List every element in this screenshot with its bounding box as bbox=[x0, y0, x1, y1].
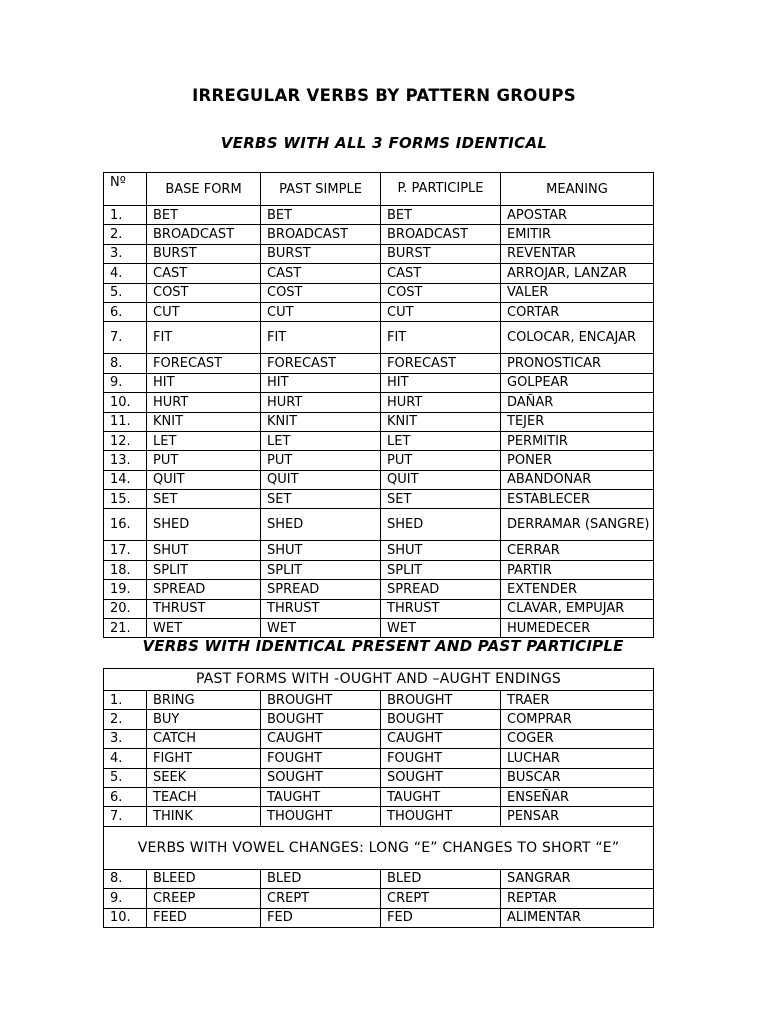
verb-meaning: HUMEDECER bbox=[501, 619, 654, 638]
verb-past-simple: FOUGHT bbox=[261, 749, 381, 768]
verb-number: 3. bbox=[104, 244, 147, 263]
verb-meaning: TRAER bbox=[501, 691, 654, 710]
verb-past-participle: HIT bbox=[381, 373, 501, 392]
table-row bbox=[104, 225, 654, 244]
verb-meaning: PERMITIR bbox=[501, 431, 654, 450]
verb-base-form: BROADCAST bbox=[147, 225, 261, 244]
verb-meaning: ENSEÑAR bbox=[501, 787, 654, 806]
verb-meaning: SANGRAR bbox=[501, 869, 654, 888]
verb-past-simple: BROADCAST bbox=[261, 225, 381, 244]
verb-past-simple: LET bbox=[261, 431, 381, 450]
verb-past-simple: PUT bbox=[261, 451, 381, 470]
verb-number: 1. bbox=[104, 691, 147, 710]
verb-past-participle: HURT bbox=[381, 393, 501, 412]
group-heading: VERBS WITH VOWEL CHANGES: LONG “E” CHANGES TO SHORT “E” bbox=[104, 826, 654, 869]
table-row bbox=[104, 908, 654, 927]
verb-past-simple: SOUGHT bbox=[261, 768, 381, 787]
table-row bbox=[104, 768, 654, 787]
verb-past-simple: BLED bbox=[261, 869, 381, 888]
table-row bbox=[104, 560, 654, 579]
column-header-past-simple: PAST SIMPLE bbox=[261, 173, 381, 206]
identical-participle-table bbox=[103, 668, 654, 928]
table-row bbox=[104, 283, 654, 302]
verb-past-participle: SET bbox=[381, 490, 501, 509]
verb-past-participle: KNIT bbox=[381, 412, 501, 431]
verb-meaning: ARROJAR, LANZAR bbox=[501, 264, 654, 283]
column-header-past-participle: P. PARTICIPLE bbox=[381, 173, 501, 206]
verb-past-participle: BROADCAST bbox=[381, 225, 501, 244]
verb-base-form: LET bbox=[147, 431, 261, 450]
verb-number: 13. bbox=[104, 451, 147, 470]
verb-meaning: EMITIR bbox=[501, 225, 654, 244]
verb-number: 7. bbox=[104, 322, 147, 354]
table-row bbox=[104, 206, 654, 225]
verb-past-participle: PUT bbox=[381, 451, 501, 470]
verb-past-simple: SHED bbox=[261, 509, 381, 541]
table-row bbox=[104, 889, 654, 908]
table-row bbox=[104, 412, 654, 431]
verb-past-simple: SHUT bbox=[261, 541, 381, 560]
verb-base-form: KNIT bbox=[147, 412, 261, 431]
verb-past-participle: FED bbox=[381, 908, 501, 927]
table-row bbox=[104, 541, 654, 560]
verb-meaning: ALIMENTAR bbox=[501, 908, 654, 927]
verb-past-participle: CUT bbox=[381, 302, 501, 321]
verb-meaning: DERRAMAR (SANGRE) bbox=[501, 509, 654, 541]
verb-base-form: CUT bbox=[147, 302, 261, 321]
verb-number: 15. bbox=[104, 490, 147, 509]
verb-past-participle: BOUGHT bbox=[381, 710, 501, 729]
verb-meaning: COGER bbox=[501, 729, 654, 748]
verb-number: 14. bbox=[104, 470, 147, 489]
table-row bbox=[104, 302, 654, 321]
verb-past-simple: CREPT bbox=[261, 889, 381, 908]
verb-past-participle: QUIT bbox=[381, 470, 501, 489]
column-header-number: Nº bbox=[104, 173, 147, 206]
verb-past-simple: BROUGHT bbox=[261, 691, 381, 710]
table-row bbox=[104, 354, 654, 373]
verb-number: 16. bbox=[104, 509, 147, 541]
table-row bbox=[104, 869, 654, 888]
verb-past-participle: TAUGHT bbox=[381, 787, 501, 806]
table-row bbox=[104, 807, 654, 826]
verb-number: 6. bbox=[104, 302, 147, 321]
verb-base-form: BLEED bbox=[147, 869, 261, 888]
verb-past-participle: THRUST bbox=[381, 599, 501, 618]
verb-number: 21. bbox=[104, 619, 147, 638]
verb-past-participle: BLED bbox=[381, 869, 501, 888]
verb-past-participle: CAUGHT bbox=[381, 729, 501, 748]
verb-meaning: APOSTAR bbox=[501, 206, 654, 225]
verb-past-simple: THOUGHT bbox=[261, 807, 381, 826]
table-row bbox=[104, 749, 654, 768]
table-row bbox=[104, 373, 654, 392]
group-heading-row bbox=[104, 669, 654, 691]
verb-meaning: EXTENDER bbox=[501, 580, 654, 599]
verb-past-simple: HURT bbox=[261, 393, 381, 412]
verb-past-simple: SPREAD bbox=[261, 580, 381, 599]
table-row bbox=[104, 580, 654, 599]
verb-base-form: FIGHT bbox=[147, 749, 261, 768]
verb-base-form: FORECAST bbox=[147, 354, 261, 373]
verb-number: 8. bbox=[104, 869, 147, 888]
verb-number: 2. bbox=[104, 710, 147, 729]
verb-number: 19. bbox=[104, 580, 147, 599]
verb-base-form: BURST bbox=[147, 244, 261, 263]
table-row bbox=[104, 490, 654, 509]
verb-past-simple: CAST bbox=[261, 264, 381, 283]
verb-past-simple: THRUST bbox=[261, 599, 381, 618]
verb-base-form: CATCH bbox=[147, 729, 261, 748]
verb-meaning: PONER bbox=[501, 451, 654, 470]
table-row bbox=[104, 264, 654, 283]
verb-meaning: ESTABLECER bbox=[501, 490, 654, 509]
verb-base-form: PUT bbox=[147, 451, 261, 470]
verb-base-form: COST bbox=[147, 283, 261, 302]
verb-number: 4. bbox=[104, 264, 147, 283]
verb-base-form: CREEP bbox=[147, 889, 261, 908]
table-row bbox=[104, 509, 654, 541]
verb-base-form: SHED bbox=[147, 509, 261, 541]
table-row bbox=[104, 322, 654, 354]
verb-meaning: ABANDONAR bbox=[501, 470, 654, 489]
verb-past-participle: FIT bbox=[381, 322, 501, 354]
verb-past-participle: SHUT bbox=[381, 541, 501, 560]
verb-base-form: CAST bbox=[147, 264, 261, 283]
verb-past-simple: FORECAST bbox=[261, 354, 381, 373]
verb-base-form: SET bbox=[147, 490, 261, 509]
table-row bbox=[104, 393, 654, 412]
verb-past-simple: HIT bbox=[261, 373, 381, 392]
section1-heading: VERBS WITH ALL 3 FORMS IDENTICAL bbox=[220, 134, 548, 152]
table-row bbox=[104, 470, 654, 489]
page-title: IRREGULAR VERBS BY PATTERN GROUPS bbox=[192, 86, 576, 105]
table-row bbox=[104, 451, 654, 470]
section2-heading: VERBS WITH IDENTICAL PRESENT AND PAST PARTICIPLE bbox=[142, 637, 624, 655]
verb-base-form: FEED bbox=[147, 908, 261, 927]
verb-past-simple: SET bbox=[261, 490, 381, 509]
verb-number: 20. bbox=[104, 599, 147, 618]
verb-meaning: COLOCAR, ENCAJAR bbox=[501, 322, 654, 354]
verb-past-simple: FED bbox=[261, 908, 381, 927]
verb-meaning: CLAVAR, EMPUJAR bbox=[501, 599, 654, 618]
verb-past-participle: BURST bbox=[381, 244, 501, 263]
verb-base-form: FIT bbox=[147, 322, 261, 354]
verb-number: 18. bbox=[104, 560, 147, 579]
verb-past-simple: QUIT bbox=[261, 470, 381, 489]
verb-past-simple: COST bbox=[261, 283, 381, 302]
verb-past-participle: LET bbox=[381, 431, 501, 450]
verb-base-form: BUY bbox=[147, 710, 261, 729]
table-row bbox=[104, 244, 654, 263]
verb-meaning: CERRAR bbox=[501, 541, 654, 560]
verb-number: 10. bbox=[104, 908, 147, 927]
verb-base-form: QUIT bbox=[147, 470, 261, 489]
verb-base-form: TEACH bbox=[147, 787, 261, 806]
verb-meaning: PARTIR bbox=[501, 560, 654, 579]
verb-past-simple: TAUGHT bbox=[261, 787, 381, 806]
verb-number: 6. bbox=[104, 787, 147, 806]
verb-meaning: CORTAR bbox=[501, 302, 654, 321]
verb-number: 5. bbox=[104, 768, 147, 787]
verb-base-form: BET bbox=[147, 206, 261, 225]
verb-past-participle: COST bbox=[381, 283, 501, 302]
verb-past-participle: SHED bbox=[381, 509, 501, 541]
verb-number: 17. bbox=[104, 541, 147, 560]
verb-past-simple: KNIT bbox=[261, 412, 381, 431]
verb-meaning: PENSAR bbox=[501, 807, 654, 826]
verb-number: 9. bbox=[104, 373, 147, 392]
verb-past-participle: SOUGHT bbox=[381, 768, 501, 787]
verb-past-participle: WET bbox=[381, 619, 501, 638]
identical-forms-table bbox=[103, 172, 654, 638]
verb-base-form: SHUT bbox=[147, 541, 261, 560]
verb-past-simple: BURST bbox=[261, 244, 381, 263]
verb-meaning: REVENTAR bbox=[501, 244, 654, 263]
verb-past-participle: CAST bbox=[381, 264, 501, 283]
verb-meaning: VALER bbox=[501, 283, 654, 302]
group-heading-row bbox=[104, 826, 654, 869]
verb-past-participle: FORECAST bbox=[381, 354, 501, 373]
verb-base-form: WET bbox=[147, 619, 261, 638]
verb-past-simple: CUT bbox=[261, 302, 381, 321]
verb-meaning: REPTAR bbox=[501, 889, 654, 908]
verb-meaning: DAÑAR bbox=[501, 393, 654, 412]
verb-number: 1. bbox=[104, 206, 147, 225]
verb-base-form: SPREAD bbox=[147, 580, 261, 599]
verb-past-simple: FIT bbox=[261, 322, 381, 354]
verb-meaning: BUSCAR bbox=[501, 768, 654, 787]
verb-number: 4. bbox=[104, 749, 147, 768]
verb-past-participle: SPLIT bbox=[381, 560, 501, 579]
verb-meaning: TEJER bbox=[501, 412, 654, 431]
table-row bbox=[104, 710, 654, 729]
verb-meaning: COMPRAR bbox=[501, 710, 654, 729]
verb-meaning: GOLPEAR bbox=[501, 373, 654, 392]
table-row bbox=[104, 787, 654, 806]
verb-past-participle: BROUGHT bbox=[381, 691, 501, 710]
verb-number: 9. bbox=[104, 889, 147, 908]
verb-past-simple: SPLIT bbox=[261, 560, 381, 579]
verb-number: 3. bbox=[104, 729, 147, 748]
verb-base-form: THINK bbox=[147, 807, 261, 826]
table-header-row bbox=[104, 173, 654, 206]
verb-base-form: SPLIT bbox=[147, 560, 261, 579]
verb-past-participle: FOUGHT bbox=[381, 749, 501, 768]
table-row bbox=[104, 619, 654, 638]
column-header-base-form: BASE FORM bbox=[147, 173, 261, 206]
verb-base-form: SEEK bbox=[147, 768, 261, 787]
verb-number: 10. bbox=[104, 393, 147, 412]
verb-number: 2. bbox=[104, 225, 147, 244]
verb-number: 12. bbox=[104, 431, 147, 450]
verb-number: 11. bbox=[104, 412, 147, 431]
verb-number: 8. bbox=[104, 354, 147, 373]
verb-number: 7. bbox=[104, 807, 147, 826]
verb-base-form: THRUST bbox=[147, 599, 261, 618]
verb-past-participle: BET bbox=[381, 206, 501, 225]
verb-past-participle: THOUGHT bbox=[381, 807, 501, 826]
verb-base-form: HIT bbox=[147, 373, 261, 392]
verb-past-simple: WET bbox=[261, 619, 381, 638]
verb-base-form: BRING bbox=[147, 691, 261, 710]
verb-past-simple: BOUGHT bbox=[261, 710, 381, 729]
table-row bbox=[104, 599, 654, 618]
column-header-meaning: MEANING bbox=[501, 173, 654, 206]
verb-meaning: LUCHAR bbox=[501, 749, 654, 768]
verb-past-simple: CAUGHT bbox=[261, 729, 381, 748]
verb-past-participle: CREPT bbox=[381, 889, 501, 908]
table-row bbox=[104, 729, 654, 748]
verb-meaning: PRONOSTICAR bbox=[501, 354, 654, 373]
group-heading: PAST FORMS WITH -OUGHT AND –AUGHT ENDINGS bbox=[104, 669, 654, 691]
verb-number: 5. bbox=[104, 283, 147, 302]
verb-base-form: HURT bbox=[147, 393, 261, 412]
verb-past-simple: BET bbox=[261, 206, 381, 225]
table-row bbox=[104, 691, 654, 710]
table-row bbox=[104, 431, 654, 450]
verb-past-participle: SPREAD bbox=[381, 580, 501, 599]
